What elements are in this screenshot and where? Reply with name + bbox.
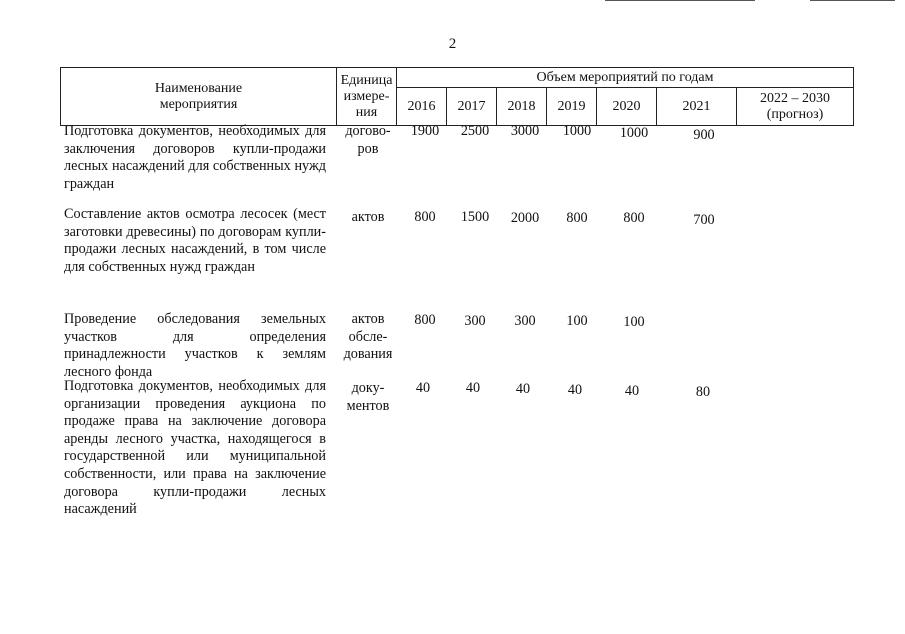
- activity-unit: догово-ров: [345, 123, 391, 157]
- header-year-forecast: 2022 – 2030 (прогноз): [737, 88, 854, 126]
- value-2021: 80: [695, 384, 711, 400]
- header-year: 2018: [497, 88, 547, 126]
- scan-edge-line: [810, 0, 895, 1]
- value-2019: 800: [566, 210, 588, 226]
- activity-unit: актов: [351, 209, 385, 225]
- scan-edge-line: [605, 0, 755, 1]
- value-2020: 1000: [619, 125, 649, 141]
- activity-unit: актов обсле-дования: [343, 311, 393, 363]
- value-2018: 300: [514, 313, 536, 329]
- activity-name: Составление актов осмотра лесосек (мест заготовки древесины) по договорам купли-продажи лесных насаждений, в том числе для собственных нужд граждан: [64, 206, 326, 275]
- value-2019: 40: [567, 382, 583, 398]
- value-2018: 3000: [510, 123, 540, 139]
- value-2020: 800: [623, 210, 645, 226]
- activity-name: Подготовка документов, необходимых для заключения договоров купли-продажи лесных насаждений для собственных нужд граждан: [64, 123, 326, 192]
- table-header: [60, 67, 854, 126]
- value-2018: 2000: [510, 210, 540, 226]
- header-year: 2019: [547, 88, 597, 126]
- value-2019: 1000: [562, 123, 592, 139]
- value-2016: 800: [414, 209, 436, 225]
- header-year: 2016: [397, 88, 447, 126]
- header-volume-by-years: Объем мероприятий по годам: [397, 68, 854, 88]
- activity-name: Проведение обследования земельных участков для определения принадлежности участков к землям лесного фонда: [64, 311, 326, 380]
- value-2016: 40: [415, 380, 431, 396]
- value-2018: 40: [515, 381, 531, 397]
- header-year: 2021: [657, 88, 737, 126]
- value-2017: 2500: [460, 123, 490, 139]
- value-2017: 40: [465, 380, 481, 396]
- value-2021: 700: [693, 212, 715, 228]
- activity-unit: доку-ментов: [346, 380, 390, 414]
- value-2020: 100: [623, 314, 645, 330]
- value-2017: 300: [464, 313, 486, 329]
- page-number: 2: [448, 36, 457, 52]
- header-year: 2017: [447, 88, 497, 126]
- value-2017: 1500: [460, 209, 490, 225]
- header-unit-column: Единица измере-ния: [337, 68, 397, 126]
- header-year: 2020: [597, 88, 657, 126]
- value-2021: 900: [693, 127, 715, 143]
- activity-name: Подготовка документов, необходимых для организации проведения аукциона по продаже права на заключение договора аренды лесного участка, находящегося в государственной или муниципальной собственности, или права на заключение договора купли-продажи лесных насаждений: [64, 378, 326, 518]
- value-2016: 1900: [410, 123, 440, 139]
- header-name-column: Наименование мероприятия: [61, 68, 337, 126]
- value-2019: 100: [566, 313, 588, 329]
- value-2016: 800: [414, 312, 436, 328]
- value-2020: 40: [624, 383, 640, 399]
